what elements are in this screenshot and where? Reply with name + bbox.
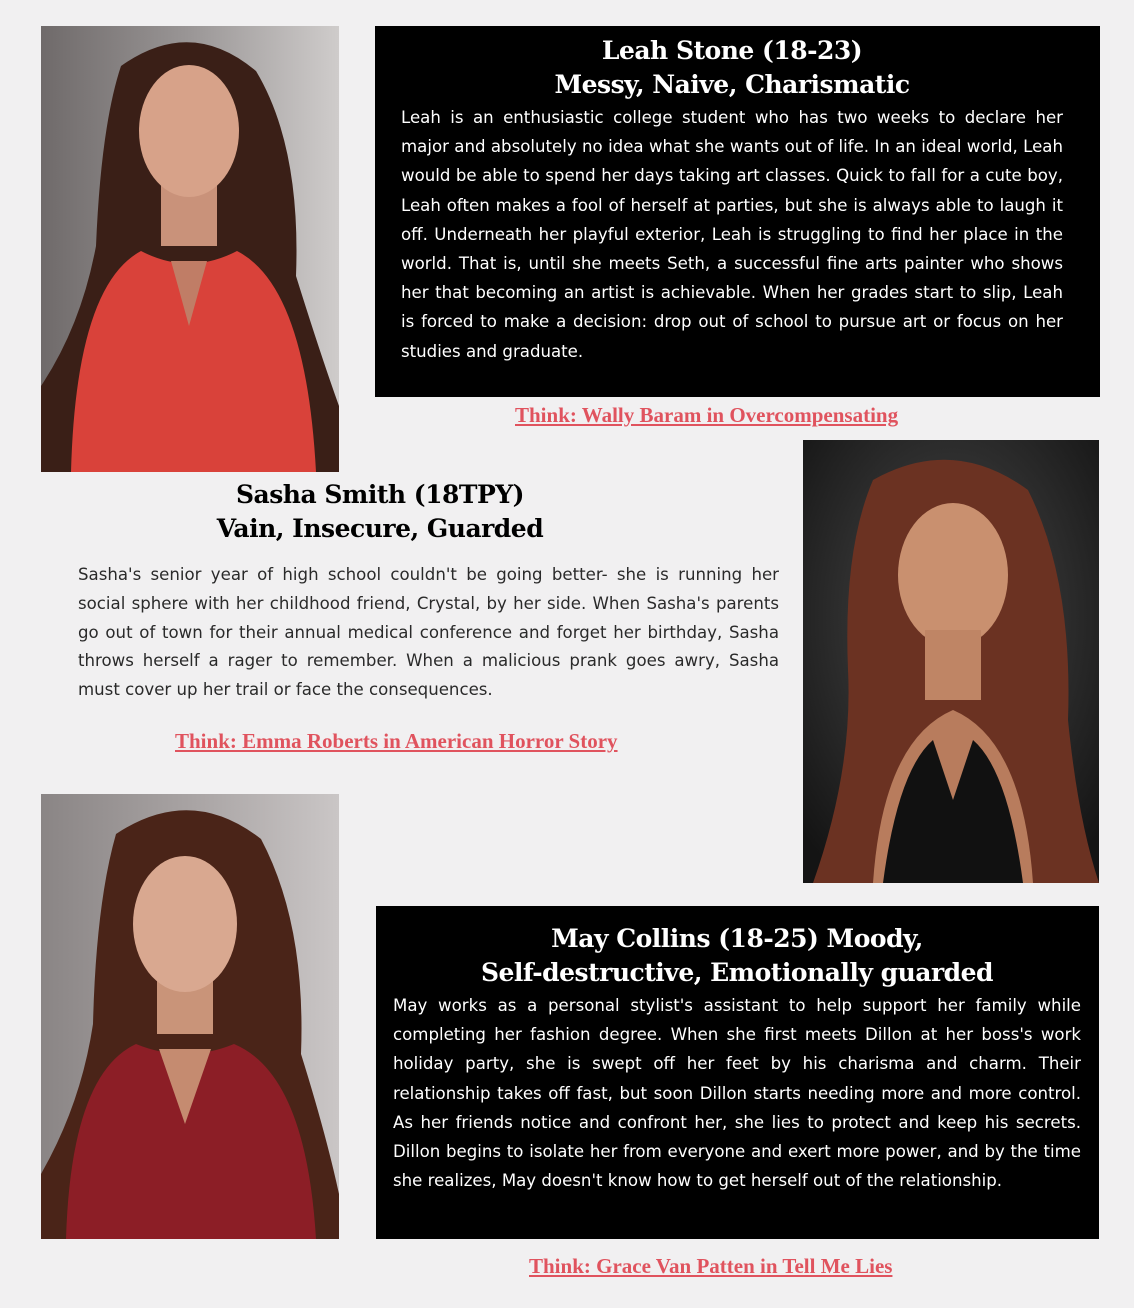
sasha-name-line: Sasha Smith (18TPY): [235, 480, 525, 509]
leah-bio-text: Leah is an enthusiastic college student who has two weeks to declare her major and absolutely no idea what she wants out of life. In an ideal world, Leah would be able to spend her days taking art classes. Quick to fall for a cute boy, Leah often makes a fool of herself at parties, but she is always able to laugh it off. Underneath her playful exterior, Leah is struggling to find her place in the world. That is, until she meets Seth, a successful fine arts painter who shows her that becoming an artist is achievable. When her grades start to slip, Leah is forced to make a decision: drop out of school to pursue art or focus on her studies and graduate.: [401, 108, 1063, 361]
may-bio-text: May works as a personal stylist's assistant to help support her family while completing her fashion degree. When she first meets Dillon at her boss's work holiday party, she is swept off her feet by his charisma and charm. Their relationship takes off fast, but soon Dillon starts needing more and more control. As her friends notice and confront her, she lies to protect and keep his secrets. Dillon begins to isolate her from everyone and exert more power, and by the time she realizes, May doesn't know how to get herself out of the relationship.: [393, 996, 1081, 1191]
leah-name-line: Leah Stone (18-23): [601, 36, 863, 65]
sasha-bio-text: Sasha's senior year of high school couldn't be going better- she is running her social sphere with her childhood friend, Crystal, by her side. When Sasha's parents go out of town for their annual medical conference and forget her birthday, Sasha throws herself a rager to remember. When a malicious prank goes awry, Sasha must cover up her trail or face the consequences.: [78, 565, 779, 700]
leah-bio-box: [375, 26, 1100, 397]
sasha-heading: [200, 478, 560, 546]
may-headshot-photo: [41, 794, 339, 1239]
may-name-line: May Collins (18-25) Moody,: [551, 924, 923, 953]
leah-headshot-photo: [41, 26, 339, 472]
may-bio-box: [376, 906, 1099, 1239]
may-heading: [393, 922, 1081, 990]
may-think-link[interactable]: Think: Grace Van Patten in Tell Me Lies: [529, 1254, 893, 1278]
sasha-headshot-photo: [803, 440, 1099, 883]
leah-heading: [401, 34, 1063, 102]
may-traits-line: Self-destructive, Emotionally guarded: [480, 958, 994, 987]
leah-think-link[interactable]: Think: Wally Baram in Overcompensating: [515, 403, 899, 427]
leah-traits-line: Messy, Naive, Charismatic: [554, 70, 910, 99]
sasha-think-link[interactable]: Think: Emma Roberts in American Horror Story: [175, 729, 618, 753]
sasha-traits-line: Vain, Insecure, Guarded: [216, 514, 544, 543]
